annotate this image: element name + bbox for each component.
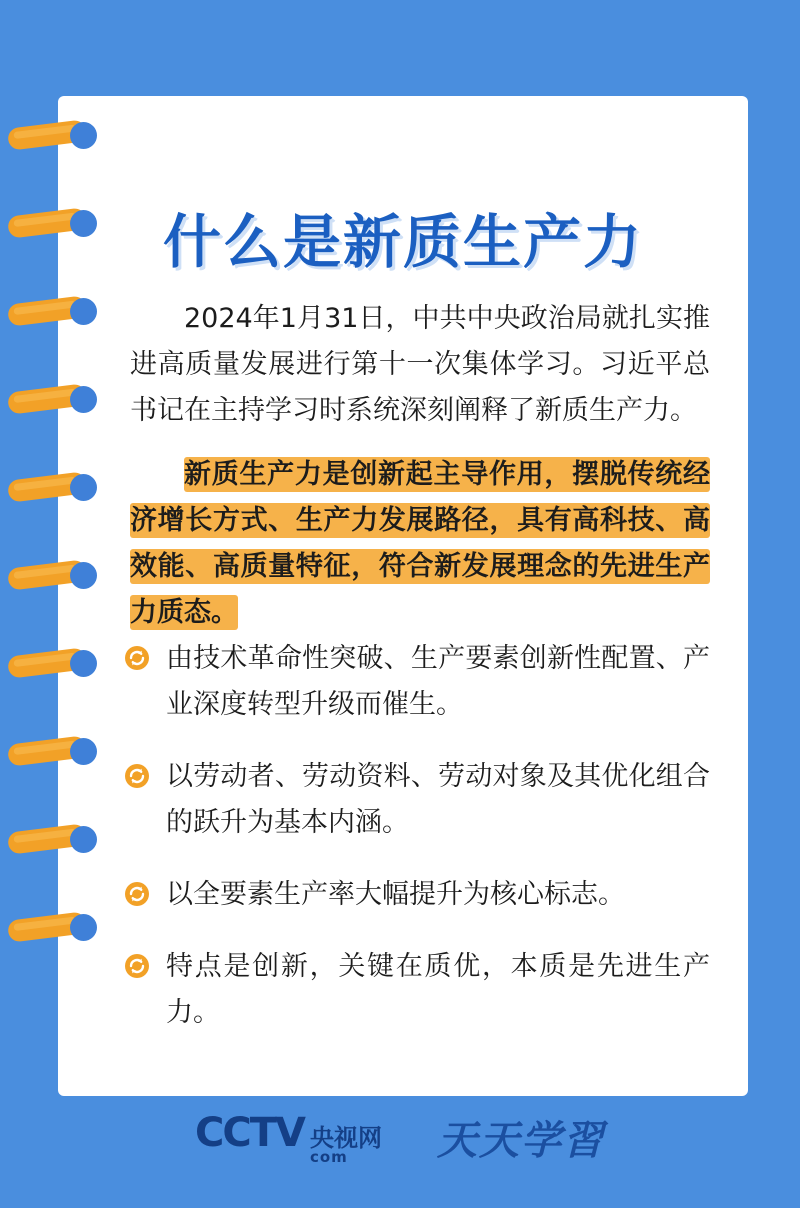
spiral-ring [8, 736, 104, 766]
spiral-ring [8, 208, 104, 238]
paragraph-definition [130, 452, 710, 636]
spiral-ring-hole [70, 826, 97, 853]
spiral-ring-hole [70, 210, 97, 237]
spiral-ring [8, 384, 104, 414]
list-item [120, 872, 710, 918]
list-item-text: 以全要素生产率大幅提升为核心标志。 [166, 879, 625, 910]
bullet-list [120, 636, 710, 1062]
list-item [120, 944, 710, 1036]
spiral-ring-hole [70, 386, 97, 413]
list-item-text: 由技术革命性突破、生产要素创新性配置、产业深度转型升级而催生。 [166, 643, 710, 720]
spiral-ring-hole [70, 650, 97, 677]
spiral-ring-hole [70, 914, 97, 941]
spiral-ring [8, 648, 104, 678]
spiral-binding [0, 120, 140, 1000]
list-item [120, 754, 710, 846]
list-item [120, 636, 710, 728]
brand-logo: 天天学習 [436, 1116, 605, 1164]
spiral-ring [8, 824, 104, 854]
spiral-ring [8, 912, 104, 942]
spiral-ring-hole [70, 738, 97, 765]
spiral-ring [8, 472, 104, 502]
spiral-ring [8, 120, 104, 150]
spiral-ring [8, 296, 104, 326]
page-title: 什么是新质生产力 [162, 207, 643, 276]
spiral-ring [8, 560, 104, 590]
cctv-wordmark: CCTV [195, 1109, 304, 1156]
cctv-com-text: com [309, 1147, 348, 1166]
highlighted-text: 新质生产力是创新起主导作用，摆脱传统经济增长方式、生产力发展路径，具有高科技、高效能、高质量特征，符合新发展理念的先进生产力质态。 [130, 459, 710, 628]
list-item-text: 以劳动者、劳动资料、劳动对象及其优化组合的跃升为基本内涵。 [166, 761, 710, 838]
cctv-logo [195, 1110, 382, 1165]
body-paragraphs [130, 296, 710, 654]
spiral-ring-hole [70, 122, 97, 149]
spiral-ring-hole [70, 474, 97, 501]
spiral-ring-hole [70, 562, 97, 589]
list-item-text: 特点是创新，关键在质优，本质是先进生产力。 [166, 951, 710, 1028]
cctv-chinese-name [309, 1123, 382, 1166]
footer-logos [0, 1102, 800, 1172]
spiral-ring-hole [70, 298, 97, 325]
cctv-cn-text: 央视网 [309, 1123, 382, 1152]
paragraph-intro: 2024年1月31日，中共中央政治局就扎实推进高质量发展进行第十一次集体学习。习近平总书记在主持学习时系统深刻阐释了新质生产力。 [130, 303, 710, 426]
paper-card [58, 96, 748, 1096]
